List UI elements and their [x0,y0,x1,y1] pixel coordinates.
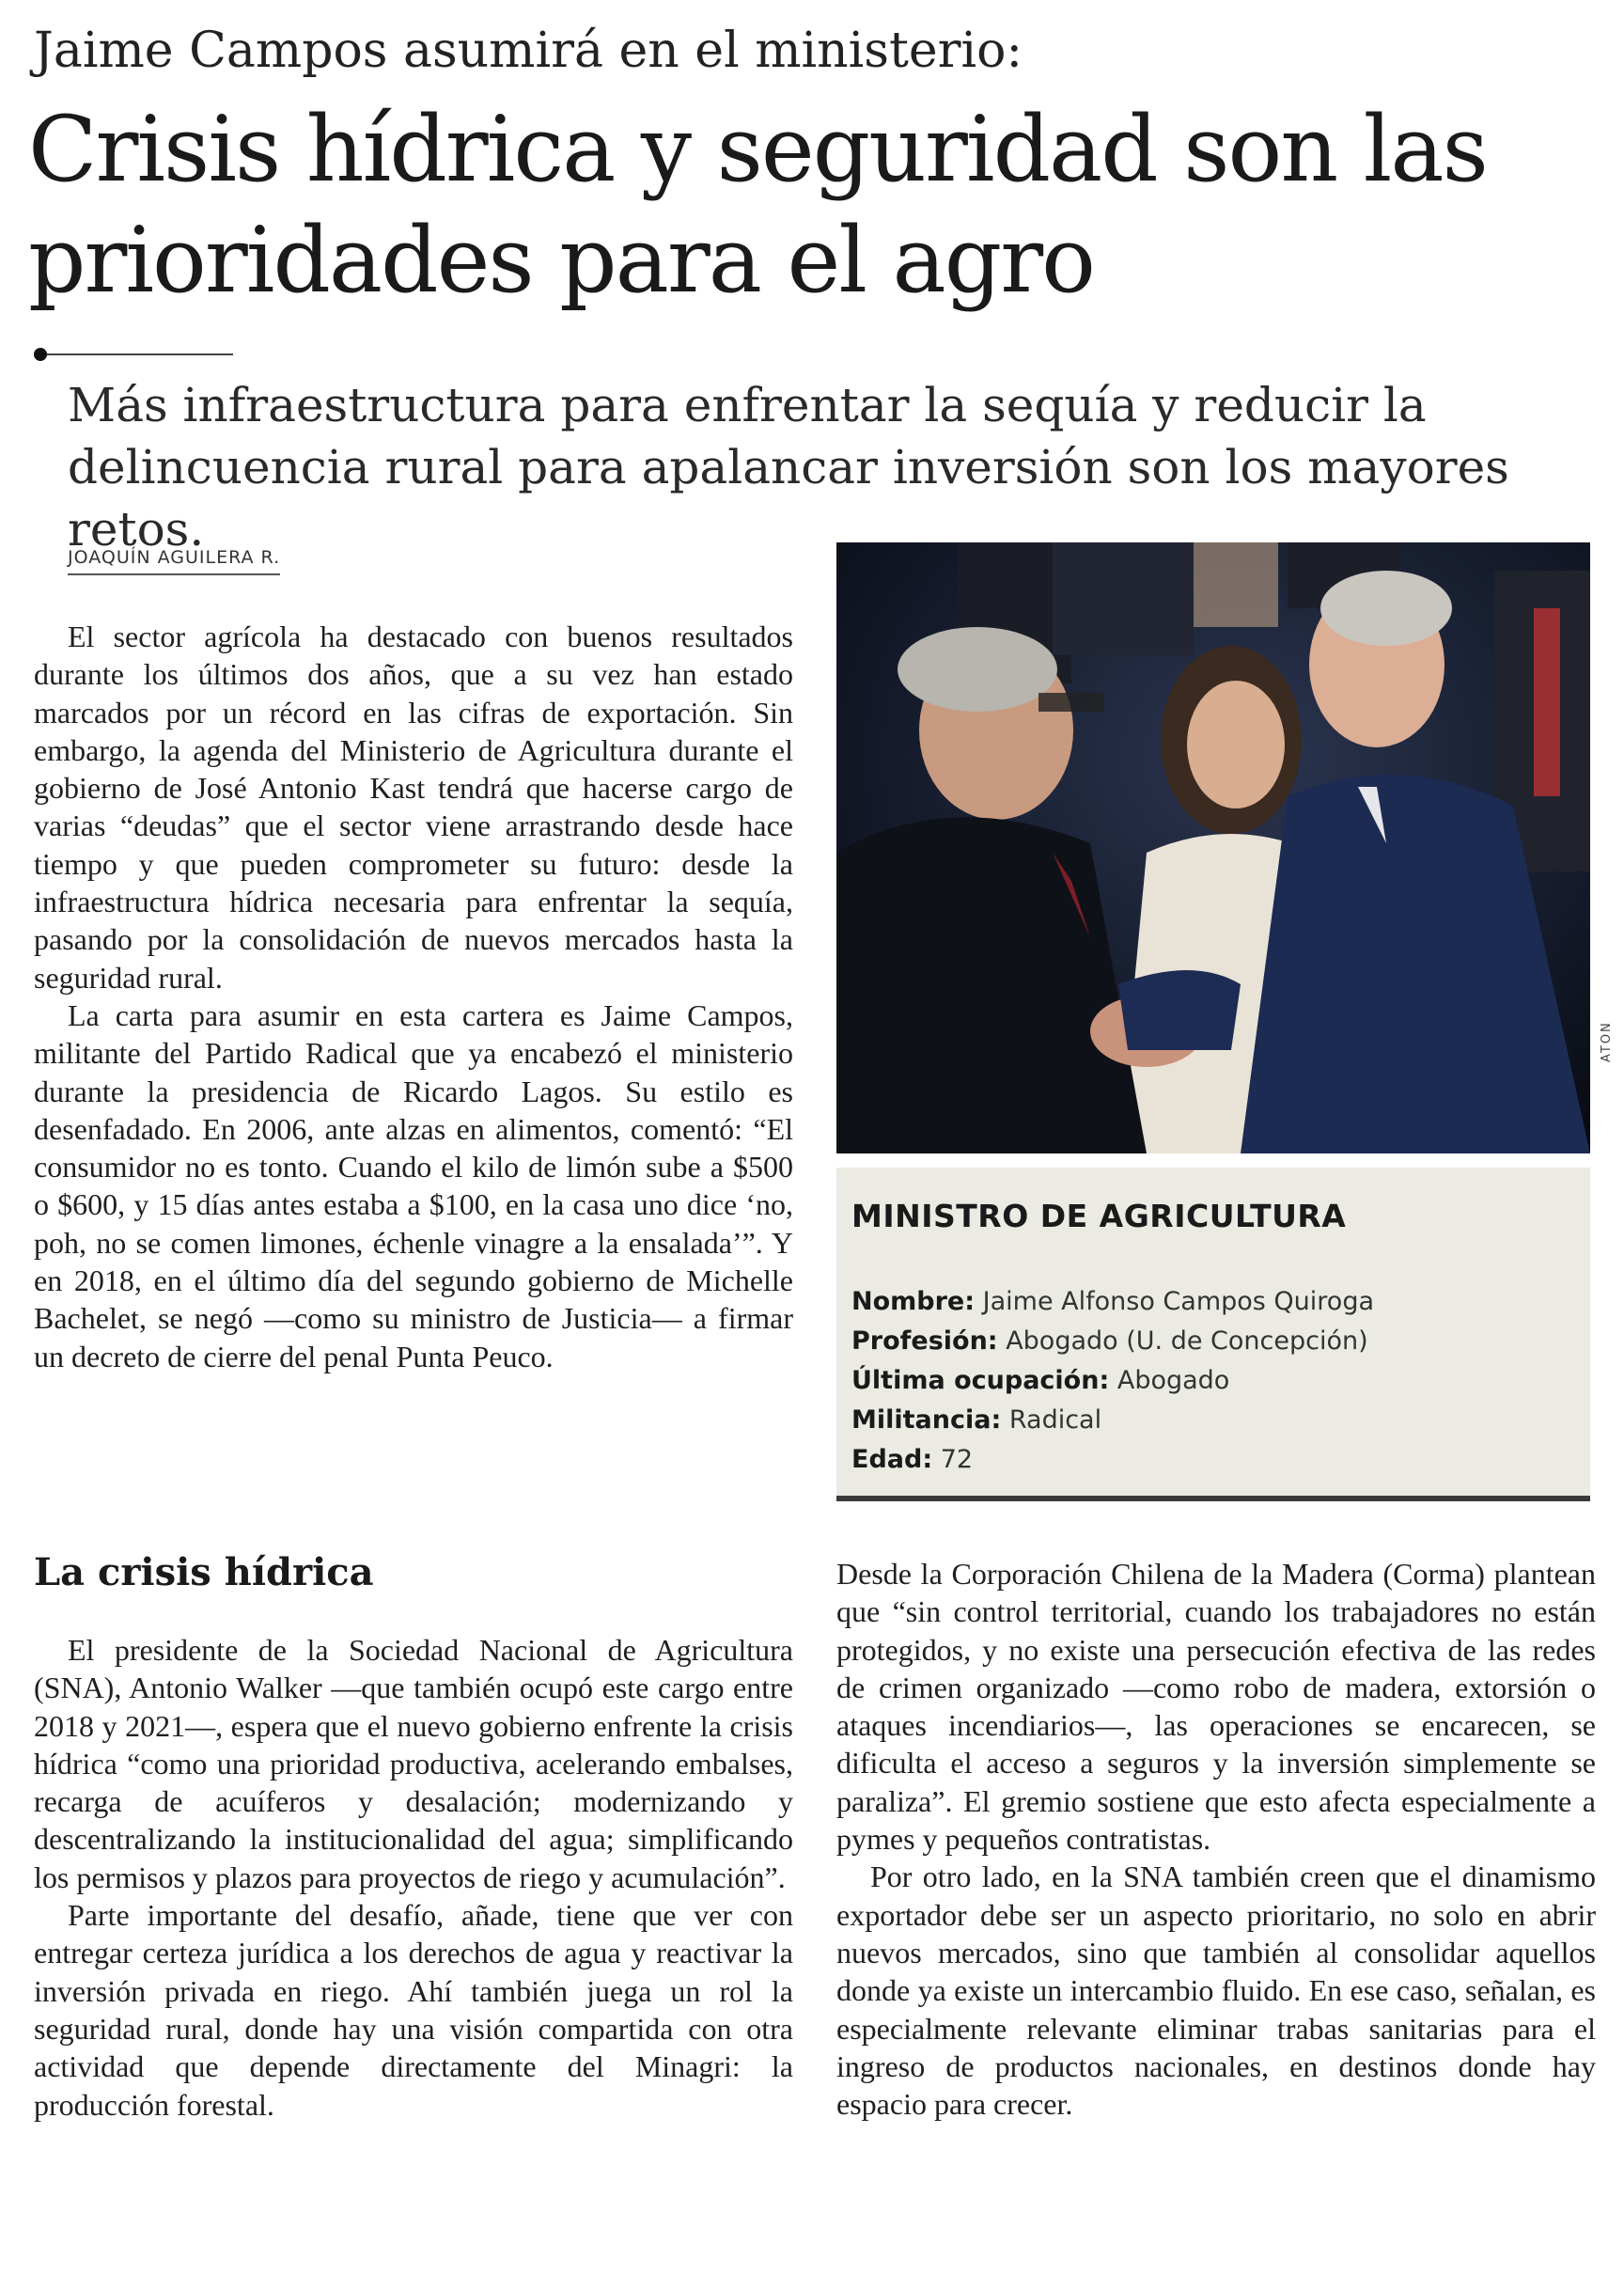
infobox-row-nombre [851,1282,1374,1322]
infobox-value: Jaime Alfonso Campos Quiroga [982,1287,1375,1316]
body-column-left-top [34,618,793,1375]
body-column-left-bottom [34,1631,793,2124]
body-paragraph: El presidente de la Sociedad Nacional de Agricultura (SNA), Antonio Walker —que también ocupó este cargo entre 2018 y 2021—, espera que el nuevo gobierno enfrente la crisis hídrica “como una prioridad productiva, acelerando embalses, recarga de acuíferos y desalación; modernizando y descentralizando la institucionalidad del agua; simplificando los permisos y plazos para proyectos de riego y acumulación”. [34,1633,793,1894]
article-headline: Crisis hídrica y seguridad son las prioridades para el agro [28,97,1487,313]
byline: JOAQUÍN AGUILERA R. [68,547,280,575]
infobox-row-ocupacion [851,1361,1374,1401]
photo-credit: ATON [1600,1021,1614,1062]
infobox-value: Abogado (U. de Concepción) [1006,1326,1368,1356]
infobox-label: Militancia: [851,1405,1002,1435]
body-paragraph: Parte importante del desafío, añade, tiene que ver con entregar certeza jurídica a los derechos de agua y reactivar la inversión privada en riego. Ahí también juega un rol la seguridad rural, donde hay una visión compartida con otra actividad que depende directamente del Minagri: la producción forestal. [34,1898,793,2122]
body-column-right-bottom [836,1555,1596,2123]
infobox-row-militancia [851,1401,1374,1440]
infobox-label: Profesión: [851,1326,998,1356]
body-paragraph: La carta para asumir en esta cartera es Jaime Campos, militante del Partido Radical que ya encabezó el ministerio durante la presidencia de Ricardo Lagos. Su estilo es desenfadado. En 2006, ante alzas en alimentos, comentó: “El consumidor no es tonto. Cuando el kilo de limón sube a $500 o $600, y 15 días antes estaba a $100, en la casa uno dice ‘no, poh, no se comen limones, échenle vinagre a la ensalada’”. Y en 2018, en el último día del segundo gobierno de Michelle Bachelet, se negó —como su ministro de Justicia— a firmar un decreto de cierre del penal Punta Peuco. [34,997,793,1373]
infobox-row-edad [851,1440,1374,1480]
headline-divider-dot [34,348,47,361]
body-paragraph: El sector agrícola ha destacado con buenos resultados durante los últimos dos años, que a su vez han estado marcados por un récord en las cifras de exportación. Sin embargo, la agenda del Ministerio de Agricultura durante el gobierno de José Antonio Kast tendrá que hacerse cargo de varias “deudas” que el sector viene arrastrando desde hace tiempo y que pueden comprometer su futuro: desde la infraestructura hídrica necesaria para enfrentar la sequía, pasando por la consolidación de nuevos mercados hasta la seguridad rural. [34,620,793,995]
article-kicker: Jaime Campos asumirá en el ministerio: [34,23,1023,79]
news-photo [836,542,1590,1153]
infobox-label: Última ocupación: [851,1366,1110,1395]
infobox-title: MINISTRO DE AGRICULTURA [851,1198,1347,1234]
infobox-value: Abogado [1116,1366,1230,1395]
photo-illustration [836,542,1590,1153]
infobox-value: Radical [1008,1405,1102,1435]
body-paragraph: Desde la Corporación Chilena de la Madera (Corma) plantean que “sin control territorial, cuando los trabajadores no están protegidos, y no existe una persecución efectiva de las redes de crimen organizado —como robo de madera, extorsión o ataques incendiarios—, las operaciones se encarecen, se dificulta el acceso a seguros y la inversión simplemente se paraliza”. El gremio sostiene que esto afecta especialmente a pymes y pequeños contratistas. [836,1557,1596,1857]
minister-infobox [836,1168,1590,1501]
infobox-value: 72 [940,1445,974,1474]
headline-divider [34,353,233,355]
body-paragraph: Por otro lado, en la SNA también creen que el dinamismo exportador debe ser un aspecto prioritario, no solo en abrir nuevos mercados, sino que también al consolidar aquellos donde ya existe un intercambio fluido. En ese caso, señalan, es especialmente relevante eliminar trabas sanitarias para el ingreso de productos nacionales, en destinos donde hay espacio para crecer. [836,1859,1596,2122]
infobox-label: Edad: [851,1445,933,1474]
article-subhead: Más infraestructura para enfrentar la sequía y reducir la delincuencia rural para apalancar inversión son los mayores retos. [68,378,1509,557]
section-title: La crisis hídrica [34,1550,374,1594]
infobox-rows [851,1282,1374,1480]
infobox-row-profesion [851,1322,1374,1361]
infobox-label: Nombre: [851,1287,976,1316]
